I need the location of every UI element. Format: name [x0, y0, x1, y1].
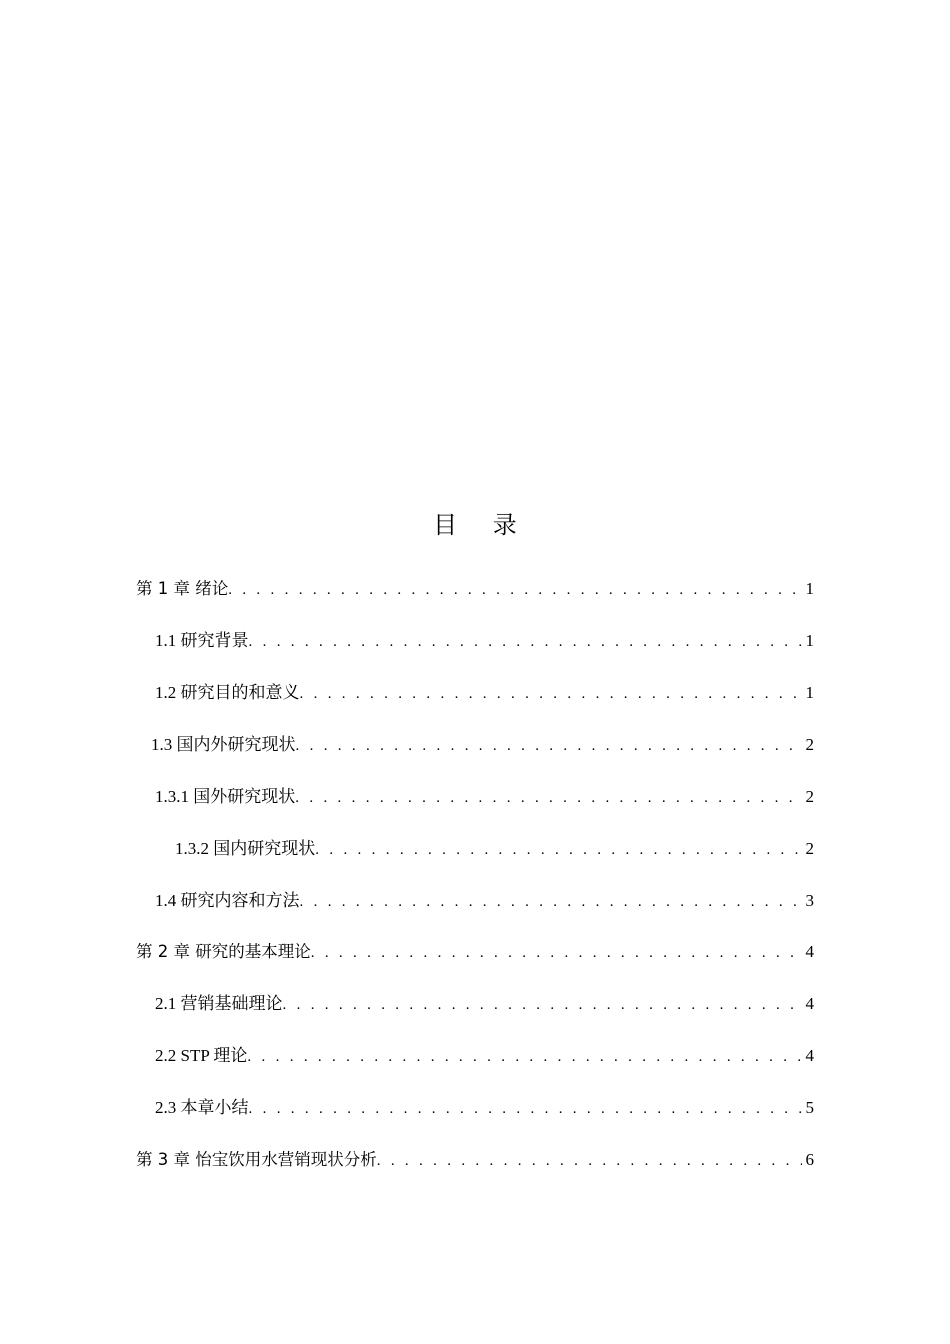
toc-entry-label: 2.3 本章小结: [155, 1098, 249, 1117]
toc-entry-page: 1: [805, 683, 814, 702]
toc-entry-2-1[interactable]: [155, 992, 814, 1016]
toc-entry-page: 6: [805, 1150, 814, 1169]
toc-entry-chapter-1[interactable]: [136, 577, 814, 601]
toc-entry-page: 3: [805, 891, 814, 910]
toc-entry-label: 2.1 营销基础理论: [155, 994, 283, 1013]
toc-entry-label: 1.3.1 国外研究现状: [155, 787, 296, 806]
toc-entry-page: 1: [805, 579, 814, 598]
toc-entry-page: 1: [805, 631, 814, 650]
toc-entry-2-3[interactable]: [155, 1096, 814, 1120]
toc-title: 目 录: [433, 511, 531, 539]
toc-entry-page: 4: [805, 994, 814, 1013]
toc-entry-2-2[interactable]: [155, 1044, 814, 1068]
toc-entry-label: 1.2 研究目的和意义: [155, 683, 300, 702]
toc-entry-page: 2: [805, 735, 814, 754]
dot-leader: [249, 630, 803, 654]
toc-entry-label: 1.1 研究背景: [155, 631, 249, 650]
toc-entry-1-3-1[interactable]: [155, 785, 814, 809]
toc-entry-chapter-3[interactable]: [136, 1148, 814, 1172]
toc-entry-page: 4: [805, 1046, 814, 1065]
dot-leader: [283, 993, 803, 1017]
toc-entry-page: 5: [805, 1098, 814, 1117]
toc-entry-label: 1.3.2 国内研究现状: [175, 839, 316, 858]
dot-leader: [311, 941, 802, 965]
dot-leader: [300, 890, 803, 914]
toc-entry-chapter-2[interactable]: [136, 940, 814, 964]
toc-entry-label: 第 1 章 绪论: [136, 579, 229, 598]
dot-leader: [296, 734, 803, 758]
toc-entry-label: 1.3 国内外研究现状: [151, 735, 296, 754]
dot-leader: [249, 1097, 803, 1121]
toc-entry-1-3-2[interactable]: [175, 837, 814, 861]
toc-entry-1-3[interactable]: [151, 733, 814, 757]
toc-entry-page: 4: [805, 942, 814, 961]
toc-entry-1-2[interactable]: [155, 681, 814, 705]
toc-entry-1-4[interactable]: [155, 889, 814, 913]
toc-entry-label: 第 2 章 研究的基本理论: [136, 942, 311, 961]
toc-entry-1-1[interactable]: [155, 629, 814, 653]
toc-entry-label: 1.4 研究内容和方法: [155, 891, 300, 910]
dot-leader: [300, 682, 803, 706]
dot-leader: [247, 1045, 802, 1069]
toc-entry-label: 2.2 STP 理论: [155, 1046, 248, 1065]
toc-entry-page: 2: [805, 787, 814, 806]
dot-leader: [377, 1149, 802, 1173]
toc-entry-page: 2: [805, 839, 814, 858]
dot-leader: [228, 578, 802, 602]
dot-leader: [315, 838, 802, 862]
dot-leader: [295, 786, 802, 810]
toc-entry-label: 第 3 章 怡宝饮用水营销现状分析: [136, 1150, 377, 1169]
